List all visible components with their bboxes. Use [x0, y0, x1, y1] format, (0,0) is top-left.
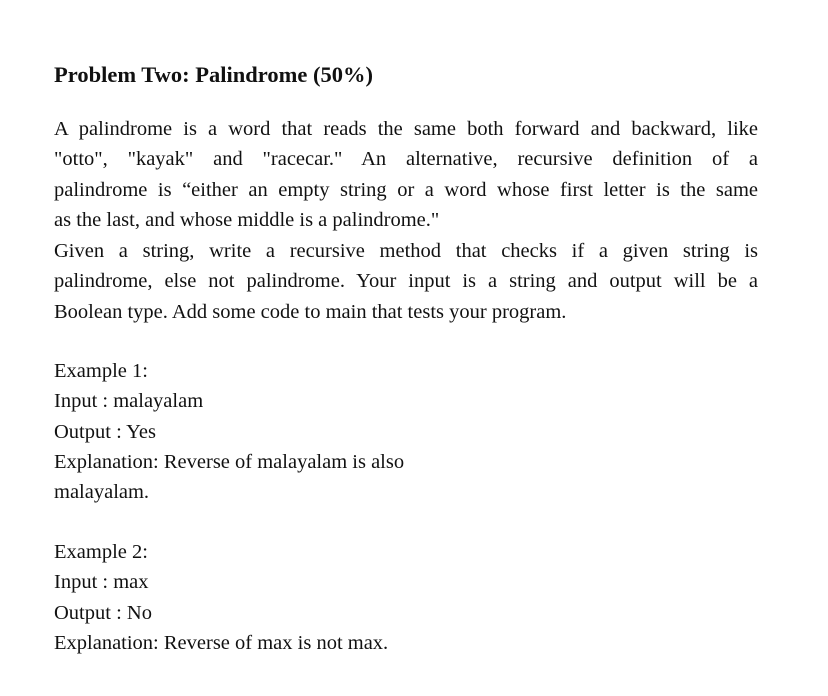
example-input: Input : malayalam [54, 390, 204, 413]
paragraph-line: palindrome is “either an empty string or a word whose first letter is the same [54, 178, 758, 201]
problem-task-paragraph [54, 236, 758, 327]
paragraph-line: Boolean type. Add some code to main that tests your program. [54, 300, 567, 323]
example-heading: Example 1: [54, 360, 148, 382]
example-output: Output : Yes [54, 420, 156, 443]
example-explanation: Explanation: Reverse of malayalam is also [54, 450, 405, 473]
example-explanation: Explanation: Reverse of max is not max. [54, 631, 389, 654]
example-output: Output : No [54, 601, 152, 624]
paragraph-line: Given a string, write a recursive method that checks if a given string is [54, 240, 758, 262]
paragraph-line: A palindrome is a word that reads the same both forward and backward, like [54, 118, 758, 140]
paragraph-line: as the last, and whose middle is a palindrome." [54, 208, 440, 231]
example-2 [54, 537, 388, 658]
example-explanation-continued: malayalam. [54, 481, 150, 504]
example-1 [54, 356, 404, 507]
example-heading: Example 2: [54, 541, 148, 563]
paragraph-line: "otto", "kayak" and "racecar." An alternative, recursive definition of a [54, 148, 758, 171]
problem-definition-paragraph [54, 114, 758, 235]
problem-title: Problem Two: Palindrome (50%) [54, 62, 373, 87]
example-input: Input : max [54, 571, 149, 594]
paragraph-line: palindrome, else not palindrome. Your input is a string and output will be a [54, 270, 758, 293]
